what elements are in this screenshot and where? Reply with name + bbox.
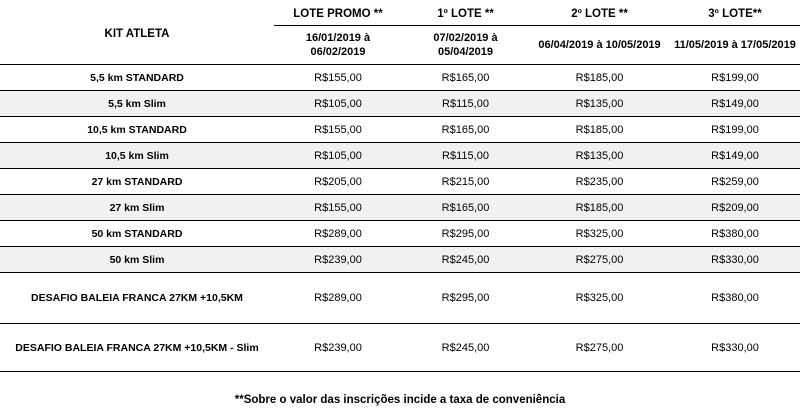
- date-line: 06/02/2019: [310, 46, 366, 58]
- kit-name: 5,5 km Slim: [0, 91, 274, 117]
- date-line: 06/04/2019 à 10/05/2019: [538, 39, 661, 51]
- price-cell: R$245,00: [402, 324, 529, 372]
- price-cell: R$149,00: [670, 143, 800, 169]
- price-cell: R$235,00: [529, 169, 670, 195]
- price-cell: R$155,00: [274, 195, 402, 221]
- table-row: [0, 195, 800, 221]
- date-line: 11/05/2019 à 17/05/2019: [674, 39, 796, 51]
- lote-header: 2º LOTE **: [529, 3, 670, 26]
- date-line: 07/02/2019 à: [433, 32, 498, 44]
- lote-dates: [529, 26, 670, 65]
- price-cell: R$259,00: [670, 169, 800, 195]
- price-cell: R$165,00: [402, 65, 529, 91]
- table-row: [0, 65, 800, 91]
- price-cell: R$185,00: [529, 195, 670, 221]
- price-cell: R$149,00: [670, 91, 800, 117]
- price-cell: R$155,00: [274, 117, 402, 143]
- kit-name: 10,5 km STANDARD: [0, 117, 274, 143]
- price-cell: R$289,00: [274, 273, 402, 324]
- lote-dates: [274, 26, 402, 65]
- table-row: [0, 91, 800, 117]
- table-row: [0, 273, 800, 324]
- price-cell: R$330,00: [670, 324, 800, 372]
- lote-dates: [670, 26, 800, 65]
- kit-name: 27 km STANDARD: [0, 169, 274, 195]
- price-cell: R$239,00: [274, 247, 402, 273]
- kit-name: 10,5 km Slim: [0, 143, 274, 169]
- price-cell: R$289,00: [274, 221, 402, 247]
- price-cell: R$275,00: [529, 247, 670, 273]
- lote-header: 3º LOTE**: [670, 3, 800, 26]
- price-cell: R$275,00: [529, 324, 670, 372]
- footnote: **Sobre o valor das inscrições incide a taxa de conveniência: [234, 394, 566, 406]
- kit-name: 50 km Slim: [0, 247, 274, 273]
- price-cell: R$199,00: [670, 65, 800, 91]
- table-row: [0, 247, 800, 273]
- kit-atleta-header: KIT ATLETA: [0, 3, 274, 65]
- price-cell: R$185,00: [529, 117, 670, 143]
- price-cell: R$330,00: [670, 247, 800, 273]
- table-row: [0, 169, 800, 195]
- price-cell: R$205,00: [274, 169, 402, 195]
- price-cell: R$380,00: [670, 273, 800, 324]
- lote-dates: [402, 26, 529, 65]
- price-cell: R$115,00: [402, 91, 529, 117]
- price-cell: R$165,00: [402, 117, 529, 143]
- kit-name: 27 km Slim: [0, 195, 274, 221]
- kit-name: 50 km STANDARD: [0, 221, 274, 247]
- price-cell: R$165,00: [402, 195, 529, 221]
- price-cell: R$185,00: [529, 65, 670, 91]
- table-row: [0, 117, 800, 143]
- price-cell: R$135,00: [529, 91, 670, 117]
- price-cell: R$105,00: [274, 91, 402, 117]
- header-row-lotes: [0, 3, 800, 26]
- date-line: 16/01/2019 à: [305, 32, 371, 44]
- price-cell: R$215,00: [402, 169, 529, 195]
- price-cell: R$380,00: [670, 221, 800, 247]
- price-cell: R$209,00: [670, 195, 800, 221]
- kit-name: DESAFIO BALEIA FRANCA 27KM +10,5KM: [0, 273, 274, 324]
- kit-name: DESAFIO BALEIA FRANCA 27KM +10,5KM - Slim: [0, 324, 274, 372]
- table-row: [0, 143, 800, 169]
- date-line: 05/04/2019: [437, 46, 494, 58]
- price-cell: R$295,00: [402, 273, 529, 324]
- price-cell: R$245,00: [402, 247, 529, 273]
- price-cell: R$295,00: [402, 221, 529, 247]
- price-cell: R$325,00: [529, 221, 670, 247]
- price-cell: R$199,00: [670, 117, 800, 143]
- price-cell: R$105,00: [274, 143, 402, 169]
- kit-name: 5,5 km STANDARD: [0, 65, 274, 91]
- price-cell: R$239,00: [274, 324, 402, 372]
- table-row: [0, 221, 800, 247]
- lote-header: 1º LOTE **: [402, 3, 529, 26]
- price-cell: R$155,00: [274, 65, 402, 91]
- lote-header: LOTE PROMO **: [274, 3, 402, 26]
- price-table: [0, 3, 800, 372]
- table-row: [0, 324, 800, 372]
- price-cell: R$135,00: [529, 143, 670, 169]
- price-cell: R$325,00: [529, 273, 670, 324]
- price-cell: R$115,00: [402, 143, 529, 169]
